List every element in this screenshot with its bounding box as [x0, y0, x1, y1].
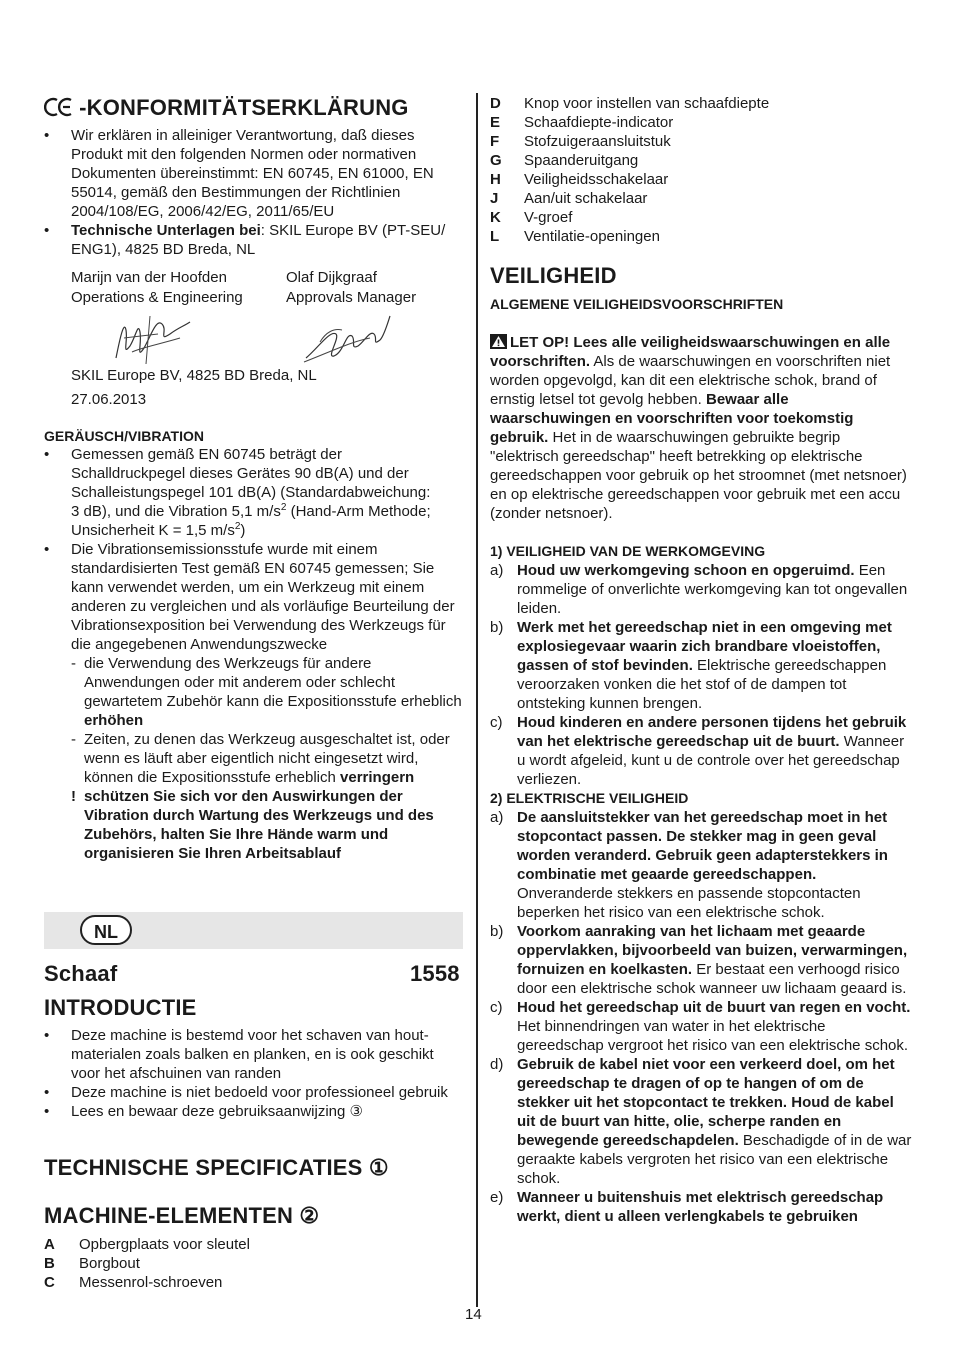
element-item: H Veiligheidsschakelaar [490, 171, 669, 188]
signer-1-name: Marijn van der Hoofden [71, 269, 227, 286]
page-number: 14 [465, 1306, 482, 1323]
product-number: 1558 [410, 961, 460, 986]
declaration-date: 27.06.2013 [71, 391, 147, 408]
safety-title: VEILIGHEID [490, 263, 617, 288]
element-item: K V-groef [490, 209, 573, 226]
element-item: G Spaanderuitgang [490, 152, 639, 169]
intro-bullet-3: • Lees en bewaar deze gebruiksaanwijzing ③ [44, 1103, 363, 1120]
ce-mark [44, 95, 79, 120]
company-address: SKIL Europe BV, 4825 BD Breda, NL [71, 367, 317, 384]
section-1-title: 1) VEILIGHEID VAN DE WERKOMGEVING [490, 543, 766, 559]
section-2-title: 2) ELEKTRISCHE VEILIGHEID [490, 790, 689, 806]
tech-spec-title: TECHNISCHE SPECIFICATIES ① [44, 1155, 389, 1180]
element-item: C Messenrol-schroeven [44, 1274, 223, 1291]
ce-bullet-1: • Wir erklären in alleiniger Verantwortung, daß dieses Produkt mit den folgenden Normen oder normativen Dokumenten übereinstimmt: EN 60745, EN 61000, EN 55014, gemäß den Bestimmungen der Richtlinien 2004/108/EG, 2006/42/EG, 2011/65/EU [44, 127, 434, 220]
noise-heading: GERÄUSCH/VIBRATION [44, 428, 204, 444]
element-item: B Borgbout [44, 1255, 140, 1272]
section-2e: e) Wanneer u buitenshuis met elektrisch gereedschap werkt, dient u alleen verlengkabels te gebruiken [490, 1189, 884, 1225]
ce-mark-icon [44, 97, 74, 117]
signer-2-name: Olaf Dijkgraaf [286, 269, 377, 286]
element-item: J Aan/uit schakelaar [490, 190, 648, 207]
column-divider [476, 93, 478, 1307]
signer-1-role: Operations & Engineering [71, 289, 243, 306]
safety-subtitle: ALGEMENE VEILIGHEIDSVOORSCHRIFTEN [490, 296, 784, 312]
section-2d: d) Gebruik de kabel niet voor een verkeerd doel, om het gereedschap te dragen of op te hangen of om de stekker uit het stopcontact te trekken. Houd de kabel uit de buurt van hitte, olie, scherpe randen en bewegende gereedschapdelen. Beschadigde of in de war geraakte kabels vergroten het risico van een elektrische schok. [490, 1056, 912, 1187]
element-item: F Stofzuigeraansluitstuk [490, 133, 671, 150]
signer-2-role: Approvals Manager [286, 289, 417, 306]
section-1b: b) Werk met het gereedschap niet in een omgeving met explosiegevaar waarin zich brandbare vloeistoffen, gassen of stof bevinden. Elektrische gereedschappen veroorzaken vonken die het stof of de dampen tot ontsteking kunnen brengen. [490, 619, 892, 712]
safety-warning-paragraph: LET OP! Lees alle veiligheidswaarschuwingen en alle voorschriften. Als de waarschuwingen en voorschriften niet worden opgevolgd, kan dit een elektrische schok, brand of ernstig letsel tot gevolg hebben. Bewaar alle waarschuwingen en voorschriften voor toekomstig gebruik. Het in de waarschuwingen gebruikte begrip "elektrisch gereedschap" heeft betrekking op elektrische gereedschappen voor gebruik op het stroomnet (met netsnoer) en op elektrische gereedschappen voor gebruik met een accu (zonder netsnoer). [490, 334, 907, 522]
element-item: D Knop voor instellen van schaafdiepte [490, 95, 770, 112]
product-name: Schaaf [44, 961, 118, 986]
intro-bullet-1: • Deze machine is bestemd voor het schaven van hout-materialen zoals balken en planken, en is ook geschikt voor het afschuinen van randen [44, 1027, 434, 1082]
intro-bullet-2: • Deze machine is niet bedoeld voor professioneel gebruik [44, 1084, 448, 1101]
noise-bullet-2: • Die Vibrationsemissionsstufe wurde mit einem standardisierten Test gemäß EN 60745 gemessen; Sie kann verwendet werden, um ein Werkzeug mit einem anderen zu vergleichen und als vorläufige Beurteilung der Vibrationsexposition bei Verwendung des Werkzeugs für die angegebenen Anwendungszwecke [44, 541, 455, 653]
section-1a: a) Houd uw werkomgeving schoon en opgeruimd. Een rommelige of onverlichte werkomgeving kan tot ongevallen leiden. [490, 562, 908, 617]
machine-elements-title: MACHINE-ELEMENTEN ② [44, 1203, 320, 1228]
element-item: A Opbergplaats voor sleutel [44, 1236, 250, 1253]
warning-triangle-icon [490, 334, 507, 349]
noise-dash-1: - die Verwendung des Werkzeugs für andere Anwendungen oder mit anderem oder schlecht gewartetem Zubehör kann die Expositionsstufe erheblich erhöhen [71, 655, 462, 729]
noise-exclaim: ! schützen Sie sich vor den Auswirkungen der Vibration durch Wartung des Werkzeugs und des Zubehörs, halten Sie Ihre Hände warm und organisieren Sie Ihren Arbeitsablauf [71, 788, 434, 862]
section-2c: c) Houd het gereedschap uit de buurt van regen en vocht. Het binnendringen van water in het elektrische gereedschap vergroot het risico van een elektrische schok. [490, 999, 911, 1054]
section-1c: c) Houd kinderen en andere personen tijdens het gebruik van het elektrische gereedschap uit de buurt. Wanneer u wordt afgeleid, kunt u de controle over het gereedschap verliezen. [490, 714, 907, 788]
element-item: E Schaafdiepte-indicator [490, 114, 674, 131]
ce-heading: -KONFORMITÄTSERKLÄRUNG [44, 95, 474, 121]
noise-dash-2: - Zeiten, zu denen das Werkzeug ausgeschaltet ist, oder wenn es läuft aber eigentlich nicht eingesetzt wird, können die Expositionsstufe erheblich verringern [71, 731, 450, 786]
section-2b: b) Voorkom aanraking van het lichaam met geaarde oppervlakken, bijvoorbeeld van buizen, verwarmingen, fornuizen en koelkasten. Er bestaat een verhoogd risico door een elektrische schok wanneer uw lichaam geaard is. [490, 923, 908, 997]
ce-bullet-2: • Technische Unterlagen bei: SKIL Europe BV (PT-SEU/ ENG1), 4825 BD Breda, NL [44, 222, 446, 258]
signature-1 [110, 308, 200, 366]
signature-2 [300, 310, 396, 368]
element-item: L Ventilatie-openingen [490, 228, 660, 245]
section-2a: a) De aansluitstekker van het gereedschap moet in het stopcontact passen. De stekker mag in geen geval worden veranderd. Gebruik geen adapterstekkers in combinatie met geaarde gereedschappen. Onveranderde stekkers en passende stopcontacten beperken het risico van een elektrische schok. [490, 809, 888, 921]
intro-title: INTRODUCTIE [44, 995, 197, 1020]
noise-bullet-1: • Gemessen gemäß EN 60745 beträgt der Schalldruckpegel dieses Gerätes 90 dB(A) und der Schalleistungspegel 101 dB(A) (Standardabweichung: 3 dB), und die Vibration 5,1 $m/s^2$ (Hand-Arm Methode; Unsicherheit K = 1,5 $m/s^2$) [44, 446, 431, 539]
language-badge: NL [80, 915, 132, 945]
